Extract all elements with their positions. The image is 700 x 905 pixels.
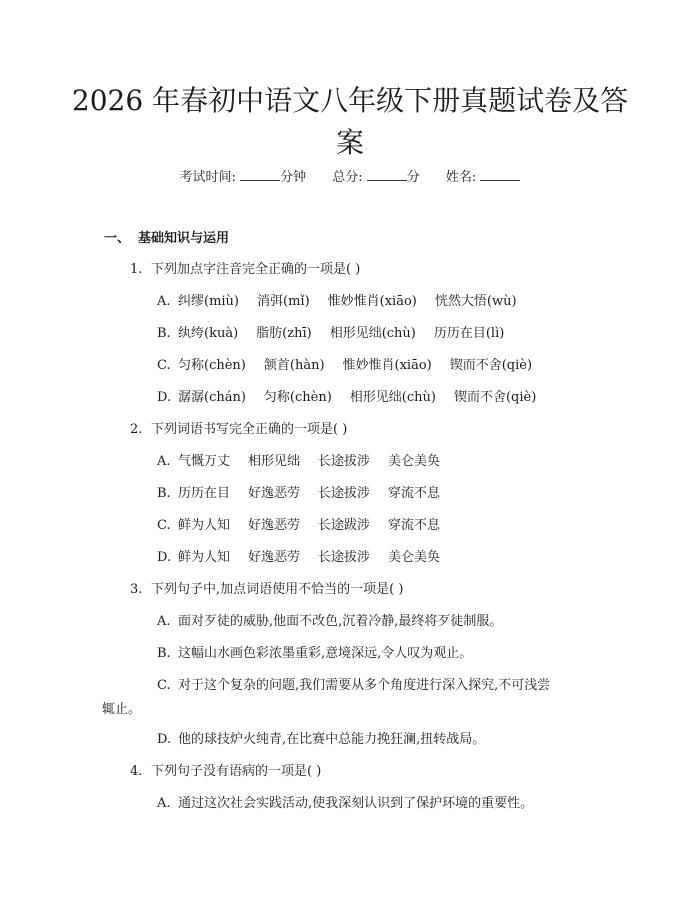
exam-time: 考试时间: 分钟 (179, 170, 307, 185)
page-title (70, 80, 630, 164)
student-name: 姓名: (446, 168, 521, 188)
q2-option-d: D. 鲜为人知 好逸恶劳 长途拔涉 美仑美奂 (157, 550, 441, 565)
q2-option-c: C. 鲜为人知 好逸恶劳 长途跋涉 穿流不息 (157, 518, 441, 533)
q1-option-c: C. 匀称(chèn) 颔首(hàn) 惟妙惟肖(xiāo) 锲而不舍(qiè) (157, 358, 533, 373)
total-score: 总分: 分 (332, 170, 420, 185)
title-line-2: 案 (335, 126, 364, 159)
score-blank (367, 168, 407, 181)
question-3: 3. 下列句子中,加点词语使用不恰当的一项是( ) (130, 582, 404, 597)
section-heading: 一、 基础知识与运用 (104, 231, 230, 246)
question-4: 4. 下列句子没有语病的一项是( ) (130, 764, 322, 779)
q1-option-d: D. 潺潺(chán) 匀称(chèn) 相形见绌(chù) 锲而不舍(qiè) (157, 390, 537, 405)
name-blank (480, 168, 520, 181)
q4-option-a: A. 通过这次社会实践活动,使我深刻认识到了保护环境的重要性。 (157, 796, 534, 811)
time-blank (240, 168, 280, 181)
question-1: 1. 下列加点字注音完全正确的一项是( ) (130, 262, 361, 277)
q3-option-c: C. 对于这个复杂的问题,我们需要从多个角度进行深入探究,不可浅尝 (157, 678, 551, 693)
q3-option-a: A. 面对歹徒的威胁,他面不改色,沉着冷静,最终将歹徒制服。 (157, 614, 503, 629)
question-2: 2. 下列词语书写完全正确的一项是( ) (130, 422, 348, 437)
q2-option-b: B. 历历在目 好逸恶劳 长途拔涉 穿流不息 (157, 486, 441, 501)
q3-option-b: B. 这幅山水画色彩浓墨重彩,意境深远,令人叹为观止。 (157, 646, 473, 661)
q1-option-b: B. 纨绔(kuà) 脂肪(zhī) 相形见绌(chù) 历历在目(lì) (157, 326, 505, 341)
q3-option-c-continued: 辄止。 (102, 702, 142, 717)
title-line-1: 2026 年春初中语文八年级下册真题试卷及答 (71, 84, 629, 117)
q3-option-d: D. 他的球技炉火纯青,在比赛中总能力挽狂澜,扭转战局。 (157, 732, 486, 747)
q2-option-a: A. 气慨万丈 相形见绌 长途拔涉 美仑美奂 (157, 454, 441, 469)
q1-option-a: A. 纠缪(miù) 消弭(mǐ) 惟妙惟肖(xiāo) 恍然大悟(wù) (157, 294, 517, 309)
exam-info-bar (0, 168, 700, 188)
